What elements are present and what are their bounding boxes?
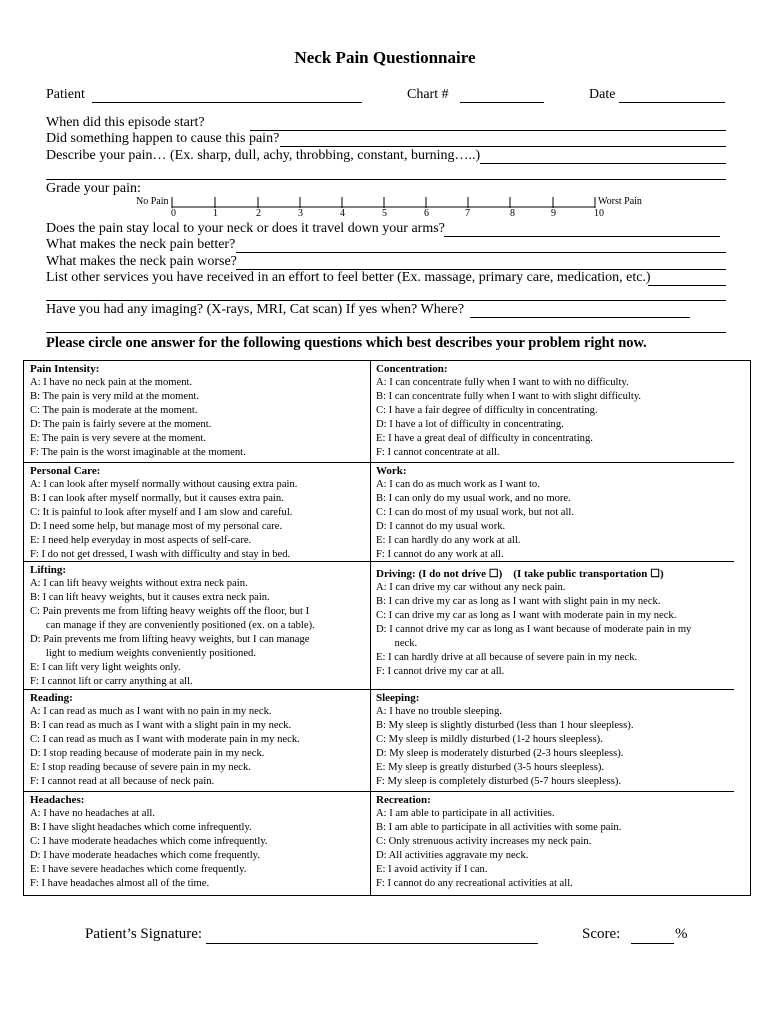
- left-divider-1: [24, 462, 387, 463]
- section-heading: Recreation:: [376, 794, 431, 806]
- section-personal-care: [30, 464, 297, 562]
- section-heading: Personal Care:: [30, 465, 101, 477]
- services-field[interactable]: [648, 285, 726, 286]
- option-e[interactable]: E: I avoid activity if I can.: [376, 864, 488, 875]
- question-services: List other services you have received in an effort to feel better (Ex. massage, primary care, medication, etc.): [46, 270, 651, 285]
- option-d[interactable]: D: The pain is fairly severe at the moment.: [30, 419, 212, 430]
- option-f[interactable]: F: I cannot drive my car at all.: [376, 666, 505, 677]
- no-pain-label: No Pain: [136, 196, 169, 207]
- section-reading: [30, 691, 300, 789]
- option-c[interactable]: C: I can drive my car as long as I want with moderate pain in my neck.: [376, 610, 677, 621]
- scale-num-0: 0: [171, 208, 176, 219]
- option-c[interactable]: C: Only strenuous activity increases my neck pain.: [376, 836, 592, 847]
- option-d[interactable]: D: I need some help, but manage most of my personal care.: [30, 521, 283, 532]
- option-c-continued[interactable]: can manage if they are conveniently positioned (ex. on a table).: [30, 620, 315, 631]
- chart-field[interactable]: [460, 102, 544, 103]
- section-heading[interactable]: Driving: (I do not drive ☐) (I take public transportation ☐): [376, 568, 664, 580]
- option-e[interactable]: E: The pain is very severe at the moment.: [30, 433, 207, 444]
- patient-label: Patient: [46, 87, 85, 102]
- option-d[interactable]: D: I cannot drive my car as long as I want because of moderate pain in my: [376, 624, 692, 635]
- scale-num-5: 5: [382, 208, 387, 219]
- signature-label: Patient’s Signature:: [85, 926, 203, 942]
- option-c[interactable]: C: Pain prevents me from lifting heavy weights off the floor, but I: [30, 606, 310, 617]
- option-b[interactable]: B: The pain is very mild at the moment.: [30, 391, 199, 402]
- option-b[interactable]: B: I have slight headaches which come infrequently.: [30, 822, 252, 833]
- option-a[interactable]: A: I can concentrate fully when I want to with no difficulty.: [376, 377, 629, 388]
- section-concentration: [376, 362, 641, 460]
- better-field[interactable]: [236, 252, 726, 253]
- scale-num-10: 10: [594, 208, 604, 219]
- option-b[interactable]: B: I can lift heavy weights, but it causes extra neck pain.: [30, 592, 270, 603]
- option-e[interactable]: E: I stop reading because of severe pain in my neck.: [30, 762, 251, 773]
- option-f[interactable]: F: I do not get dressed, I wash with difficulty and stay in bed.: [30, 549, 291, 560]
- option-a[interactable]: A: I can do as much work as I want to.: [376, 479, 540, 490]
- option-c[interactable]: C: The pain is moderate at the moment.: [30, 405, 198, 416]
- option-f[interactable]: F: I have headaches almost all of the time.: [30, 878, 210, 889]
- option-c[interactable]: C: My sleep is mildly disturbed (1-2 hours sleepless).: [376, 734, 603, 745]
- section-lifting: [30, 563, 315, 689]
- option-f[interactable]: F: I cannot do any work at all.: [376, 549, 504, 560]
- grid-center-divider: [370, 360, 371, 896]
- right-divider-3: [371, 689, 734, 690]
- option-b[interactable]: B: I can only do my usual work, and no more.: [376, 493, 571, 504]
- option-e[interactable]: E: I have a great deal of difficulty in concentrating.: [376, 433, 593, 444]
- option-b[interactable]: B: My sleep is slightly disturbed (less than 1 hour sleepless).: [376, 720, 634, 731]
- imaging-field[interactable]: [470, 317, 690, 318]
- option-d[interactable]: D: All activities aggravate my neck.: [376, 850, 529, 861]
- option-a[interactable]: A: I have no trouble sleeping.: [376, 706, 502, 717]
- option-f[interactable]: F: The pain is the worst imaginable at the moment.: [30, 447, 246, 458]
- left-divider-3: [24, 689, 387, 690]
- describe-pain-field[interactable]: [480, 163, 726, 164]
- scale-num-3: 3: [298, 208, 303, 219]
- section-heading: Work:: [376, 465, 407, 477]
- option-a[interactable]: A: I can drive my car without any neck pain.: [376, 582, 566, 593]
- option-c[interactable]: C: I can do most of my usual work, but not all.: [376, 507, 575, 518]
- episode-start-field[interactable]: [250, 130, 726, 131]
- scale-num-1: 1: [213, 208, 218, 219]
- option-a[interactable]: A: I can look after myself normally without causing extra pain.: [30, 479, 298, 490]
- services-extra-line[interactable]: [46, 300, 726, 301]
- imaging-extra-line[interactable]: [46, 332, 726, 333]
- question-cause: Did something happen to cause this pain?: [46, 131, 280, 146]
- option-b[interactable]: B: I can read as much as I want with a slight pain in my neck.: [30, 720, 292, 731]
- option-e[interactable]: E: My sleep is greatly disturbed (3-5 hours sleepless).: [376, 762, 605, 773]
- question-episode-start: When did this episode start?: [46, 115, 205, 130]
- section-heading: Concentration:: [376, 363, 448, 375]
- option-d-continued[interactable]: neck.: [376, 638, 418, 649]
- option-d[interactable]: D: I have a lot of difficulty in concentrating.: [376, 419, 564, 430]
- score-label: Score:: [582, 926, 621, 942]
- describe-pain-extra-line[interactable]: [46, 179, 726, 180]
- question-imaging: Have you had any imaging? (X-rays, MRI, Cat scan) If yes when? Where?: [46, 302, 465, 317]
- section-driving: [376, 567, 691, 679]
- section-headaches: [30, 793, 268, 891]
- right-divider-1: [371, 462, 734, 463]
- option-c[interactable]: C: It is painful to look after myself and I am slow and careful.: [30, 507, 293, 518]
- section-recreation: [376, 793, 621, 891]
- signature-field[interactable]: [206, 943, 538, 944]
- cause-field[interactable]: [280, 146, 726, 147]
- option-e[interactable]: E: I can hardly do any work at all.: [376, 535, 521, 546]
- option-c[interactable]: C: I have a fair degree of difficulty in concentrating.: [376, 405, 598, 416]
- section-pain-intensity: [30, 362, 246, 460]
- patient-field[interactable]: [92, 102, 362, 103]
- option-b[interactable]: B: I can drive my car as long as I want with slight pain in my neck.: [376, 596, 661, 607]
- option-a[interactable]: A: I can read as much as I want with no pain in my neck.: [30, 706, 272, 717]
- question-worse: What makes the neck pain worse?: [46, 254, 237, 269]
- option-f[interactable]: F: I cannot do any recreational activities at all.: [376, 878, 573, 889]
- left-divider-4: [24, 791, 387, 792]
- question-better: What makes the neck pain better?: [46, 237, 236, 252]
- option-f[interactable]: F: I cannot lift or carry anything at all.: [30, 676, 193, 687]
- section-work: [376, 464, 574, 562]
- scale-num-7: 7: [465, 208, 470, 219]
- option-a[interactable]: A: I have no neck pain at the moment.: [30, 377, 193, 388]
- local-field[interactable]: [444, 236, 720, 237]
- option-b[interactable]: B: I can concentrate fully when I want to with slight difficulty.: [376, 391, 642, 402]
- score-percent: %: [675, 926, 688, 942]
- scale-num-2: 2: [256, 208, 261, 219]
- option-e[interactable]: E: I have severe headaches which come frequently.: [30, 864, 247, 875]
- section-sleeping: [376, 691, 633, 789]
- worst-pain-label: Worst Pain: [598, 196, 642, 207]
- grade-pain-label: Grade your pain:: [46, 181, 141, 196]
- option-c[interactable]: C: I can read as much as I want with moderate pain in my neck.: [30, 734, 300, 745]
- section-heading: Reading:: [30, 692, 73, 704]
- option-a[interactable]: A: I have no headaches at all.: [30, 808, 156, 819]
- right-divider-4: [371, 791, 734, 792]
- option-d[interactable]: D: I have moderate headaches which come frequently.: [30, 850, 260, 861]
- option-d[interactable]: D: I stop reading because of moderate pain in my neck.: [30, 748, 265, 759]
- question-describe-pain: Describe your pain… (Ex. sharp, dull, achy, throbbing, constant, burning…..): [46, 148, 481, 163]
- instruction-heading: Please circle one answer for the following questions which best describes your problem right now.: [46, 335, 647, 351]
- score-field[interactable]: [631, 943, 674, 944]
- section-heading: Lifting:: [30, 564, 67, 576]
- option-a[interactable]: A: I can lift heavy weights without extra neck pain.: [30, 578, 248, 589]
- option-e[interactable]: E: I can hardly drive at all because of severe pain in my neck.: [376, 652, 638, 663]
- date-label: Date: [589, 87, 616, 102]
- date-field[interactable]: [619, 102, 725, 103]
- chart-label: Chart #: [407, 87, 449, 102]
- question-local: Does the pain stay local to your neck or does it travel down your arms?: [46, 221, 445, 236]
- option-f[interactable]: F: I cannot concentrate at all.: [376, 447, 500, 458]
- section-heading: Pain Intensity:: [30, 363, 100, 375]
- option-c[interactable]: C: I have moderate headaches which come infrequently.: [30, 836, 268, 847]
- scale-num-9: 9: [551, 208, 556, 219]
- option-b[interactable]: B: I can look after myself normally, but it causes extra pain.: [30, 493, 284, 504]
- section-heading: Headaches:: [30, 794, 85, 806]
- scale-num-4: 4: [340, 208, 345, 219]
- option-d[interactable]: D: My sleep is moderately disturbed (2-3 hours sleepless).: [376, 748, 624, 759]
- section-heading: Sleeping:: [376, 692, 420, 704]
- option-d-continued[interactable]: light to medium weights conveniently positioned.: [30, 648, 256, 659]
- option-e[interactable]: E: I need help everyday in most aspects of self-care.: [30, 535, 252, 546]
- option-d[interactable]: D: Pain prevents me from lifting heavy weights, but I can manage: [30, 634, 310, 645]
- option-d[interactable]: D: I cannot do my usual work.: [376, 521, 506, 532]
- scale-num-8: 8: [510, 208, 515, 219]
- option-b[interactable]: B: I am able to participate in all activities with some pain.: [376, 822, 622, 833]
- page-title: Neck Pain Questionnaire: [294, 48, 476, 67]
- scale-num-6: 6: [424, 208, 429, 219]
- option-f[interactable]: F: My sleep is completely disturbed (5-7 hours sleepless).: [376, 776, 622, 787]
- option-a[interactable]: A: I am able to participate in all activities.: [376, 808, 555, 819]
- option-e[interactable]: E: I can lift very light weights only.: [30, 662, 181, 673]
- option-f[interactable]: F: I cannot read at all because of neck pain.: [30, 776, 215, 787]
